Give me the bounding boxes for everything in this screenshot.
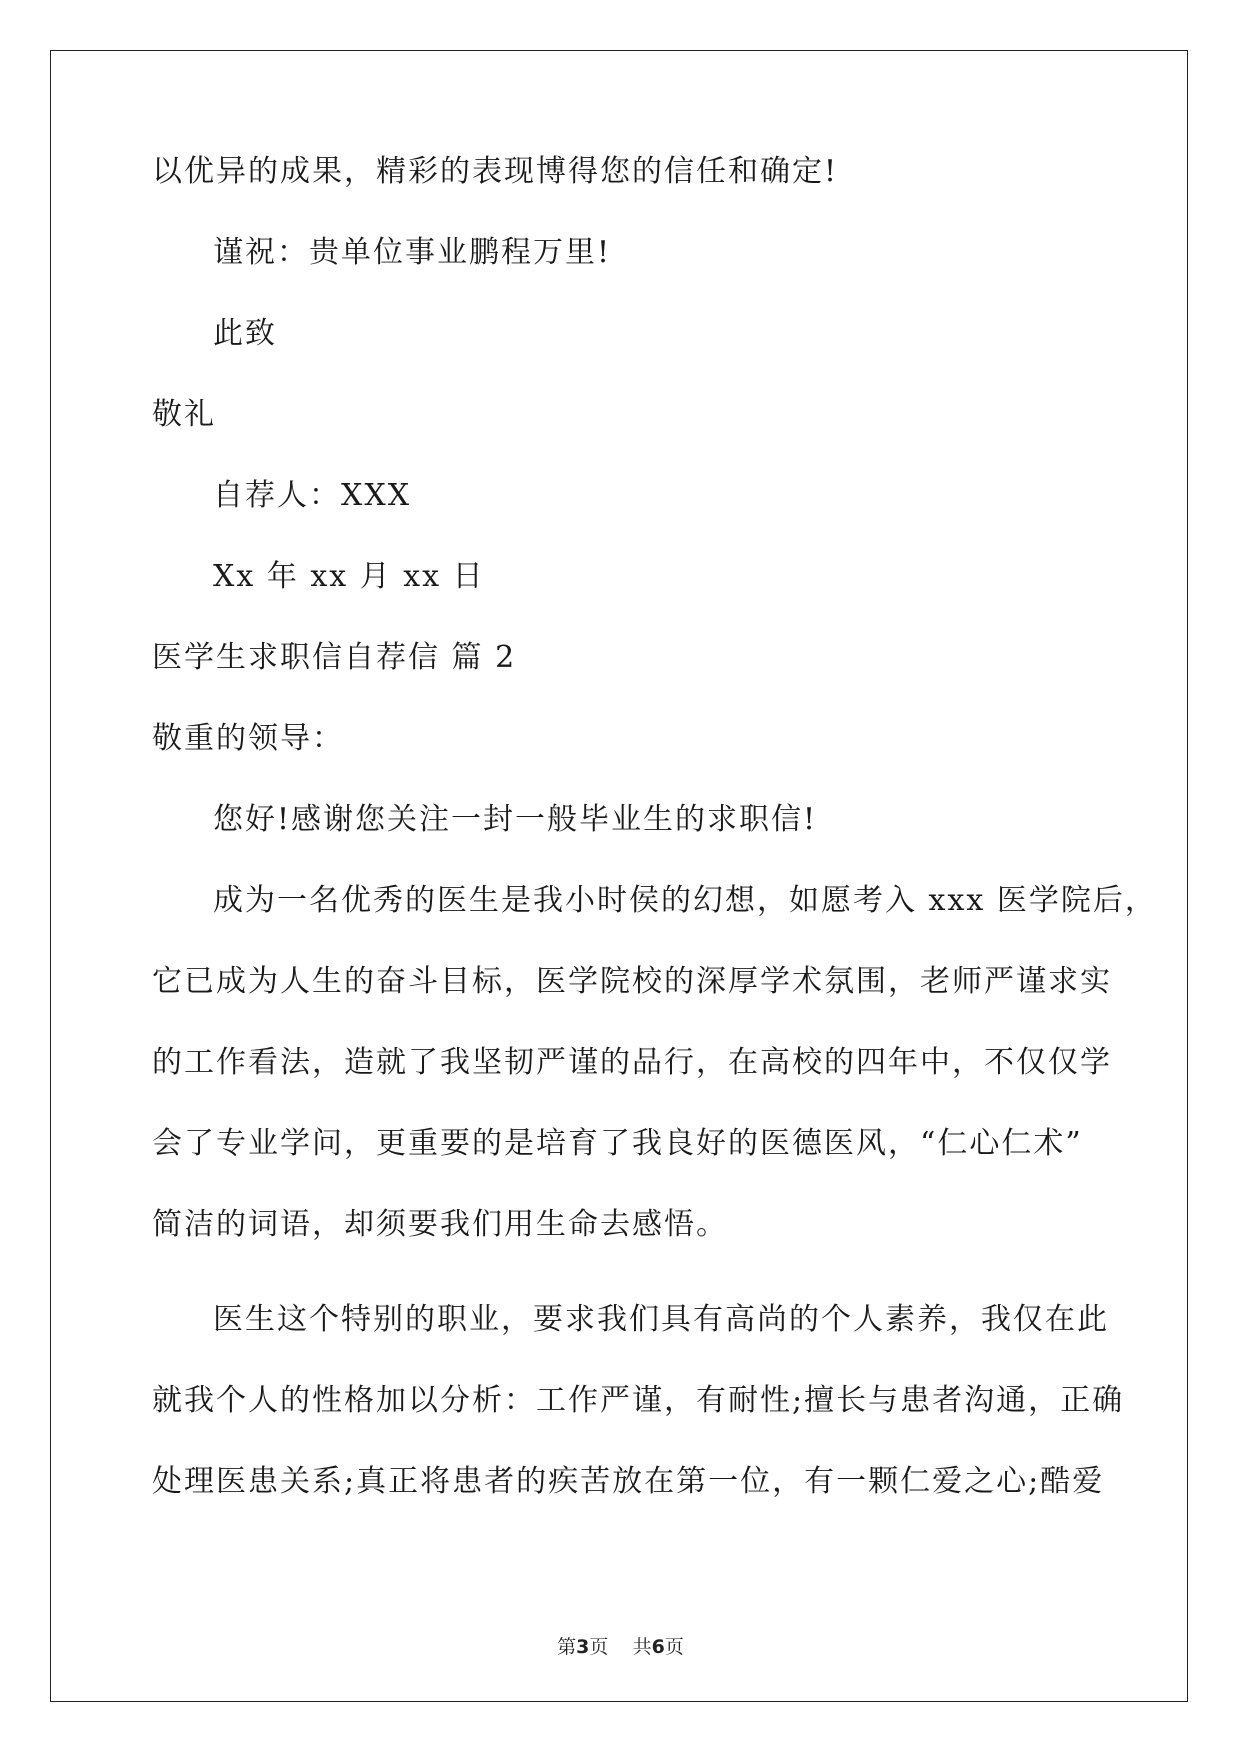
page-border: [50, 50, 1188, 1702]
page-number-footer: [0, 1635, 1241, 1659]
text-line-closing-sentence: 以优异的成果，精彩的表现博得您的信任和确定!: [152, 154, 839, 189]
paragraph-2-line-3: 处理医患关系;真正将患者的疾苦放在第一位，有一颗仁爱之心;酷爱: [152, 1464, 1105, 1499]
text-line-jing-li: 敬礼: [152, 397, 216, 432]
text-line-wishes: 谨祝：贵单位事业鹏程万里!: [213, 235, 612, 270]
text-line-signature: 自荐人：XXX: [213, 478, 412, 513]
paragraph-1-line-5: 简洁的词语，却须要我们用生命去感悟。: [152, 1207, 728, 1242]
paragraph-1-line-1: 成为一名优秀的医生是我小时侯的幻想，如愿考入 xxx 医学院后，: [213, 883, 1157, 918]
paragraph-1-line-2: 它已成为人生的奋斗目标，医学院校的深厚学术氛围，老师严谨求实: [152, 964, 1112, 999]
footer-prefix: 第: [557, 1636, 577, 1658]
paragraph-1-line-3: 的工作看法，造就了我坚韧严谨的品行，在高校的四年中，不仅仅学: [152, 1045, 1112, 1080]
paragraph-2-line-2: 就我个人的性格加以分析：工作严谨，有耐性;擅长与患者沟通，正确: [152, 1383, 1125, 1418]
footer-current-page: 3: [576, 1636, 590, 1658]
footer-suffix: 页: [664, 1636, 684, 1658]
footer-total-pages: 6: [651, 1636, 665, 1658]
text-line-salutation: 敬重的领导：: [152, 721, 344, 756]
text-line-date: Xx 年 xx 月 xx 日: [213, 559, 485, 594]
text-line-ci-zhi: 此致: [213, 316, 277, 351]
paragraph-2-line-1: 医生这个特别的职业，要求我们具有高尚的个人素养，我仅在此: [213, 1302, 1109, 1337]
paragraph-1-line-4: 会了专业学问，更重要的是培育了我良好的医德医风，“仁心仁术”: [152, 1126, 1083, 1161]
footer-mid: 页 共: [589, 1636, 652, 1658]
text-line-greeting: 您好!感谢您关注一封一般毕业生的求职信!: [213, 802, 818, 837]
section-heading: 医学生求职信自荐信 篇 2: [152, 640, 517, 675]
